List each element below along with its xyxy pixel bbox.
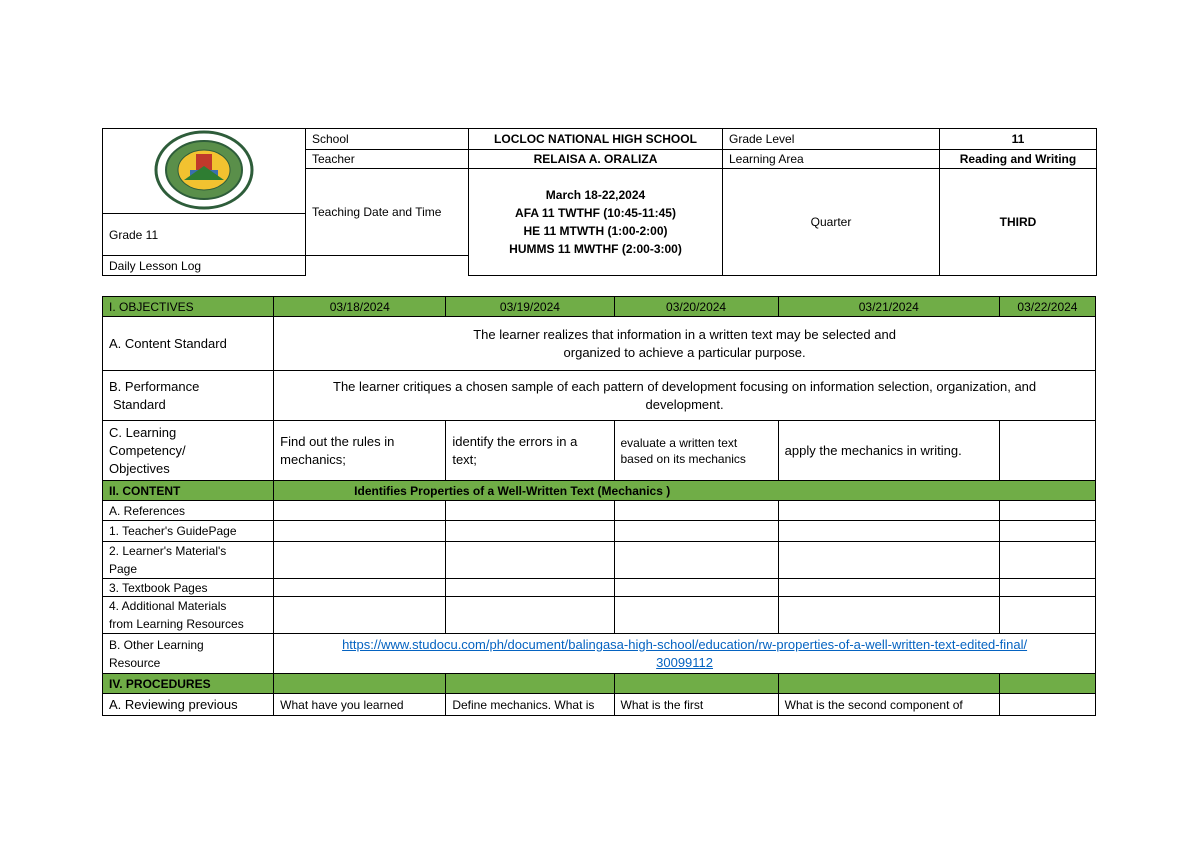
empty-cell bbox=[446, 521, 614, 542]
competency-label-line: Competency/ bbox=[109, 442, 186, 458]
other-resource-line: Resource bbox=[109, 655, 161, 670]
competency-line: based on its mechanics bbox=[620, 451, 746, 466]
other-resource-line: B. Other Learning bbox=[109, 637, 204, 652]
performance-standard-line: The learner critiques a chosen sample of each pattern of development focusing on information selection, organization, and bbox=[333, 378, 1037, 394]
reviewing-cell-5 bbox=[999, 694, 1095, 716]
header-table bbox=[102, 128, 1097, 276]
content-standard-text bbox=[274, 317, 1096, 371]
competency-label-line: Objectives bbox=[109, 460, 170, 476]
reviewing-cell-1: What have you learned bbox=[274, 694, 446, 716]
school-logo-cell bbox=[103, 129, 306, 214]
grade-cell: Grade 11 bbox=[103, 214, 306, 256]
empty-cell bbox=[778, 674, 999, 694]
empty-cell bbox=[614, 542, 778, 579]
date-column-2: 03/19/2024 bbox=[446, 297, 614, 317]
empty-cell bbox=[614, 579, 778, 597]
additional-materials-row bbox=[103, 597, 1096, 634]
date-column-1: 03/18/2024 bbox=[274, 297, 446, 317]
grade-level-label: Grade Level bbox=[723, 129, 940, 150]
empty-cell bbox=[778, 501, 999, 521]
performance-standard-row bbox=[103, 371, 1096, 421]
date-column-3: 03/20/2024 bbox=[614, 297, 778, 317]
procedures-row bbox=[103, 674, 1096, 694]
competency-cell-5 bbox=[999, 421, 1095, 481]
competency-cell-2 bbox=[446, 421, 614, 481]
empty-cell bbox=[778, 542, 999, 579]
competency-line: evaluate a written text bbox=[620, 435, 738, 450]
learning-area-value: Reading and Writing bbox=[940, 150, 1097, 169]
empty-cell bbox=[614, 674, 778, 694]
empty-cell bbox=[999, 579, 1095, 597]
resource-link[interactable]: https://www.studocu.com/ph/document/balingasa-high-school/education/rw-properties-of-a-well-written-text-edited-final/ bbox=[342, 636, 1028, 652]
other-resource-link-cell bbox=[274, 634, 1096, 674]
reviewing-label: A. Reviewing previous bbox=[103, 694, 274, 716]
additional-materials-line: 4. Additional Materials bbox=[109, 599, 227, 613]
reviewing-cell-3: What is the first bbox=[614, 694, 778, 716]
other-resource-row bbox=[103, 634, 1096, 674]
quarter-label: Quarter bbox=[723, 169, 940, 276]
quarter-value: THIRD bbox=[940, 169, 1097, 276]
empty-cell bbox=[274, 542, 446, 579]
date-line: HE 11 MTWTH (1:00-2:00) bbox=[523, 224, 668, 238]
empty-cell bbox=[778, 521, 999, 542]
teaching-date-label: Teaching Date and Time bbox=[306, 169, 469, 256]
competency-line: Find out the rules in bbox=[280, 433, 395, 449]
date-column-5: 03/22/2024 bbox=[999, 297, 1095, 317]
date-line: AFA 11 TWTHF (10:45-11:45) bbox=[515, 206, 676, 220]
competency-cell-3 bbox=[614, 421, 778, 481]
empty-cell bbox=[274, 521, 446, 542]
competency-label-line: C. Learning bbox=[109, 424, 177, 440]
empty-cell bbox=[446, 674, 614, 694]
teachers-guide-label: 1. Teacher's GuidePage bbox=[103, 521, 274, 542]
performance-standard-line: development. bbox=[645, 396, 724, 412]
teacher-value: RELAISA A. ORALIZA bbox=[469, 150, 723, 169]
learners-material-label bbox=[103, 542, 274, 579]
reviewing-cell-4: What is the second component of bbox=[778, 694, 999, 716]
teaching-date-value bbox=[469, 169, 723, 276]
reviewing-cell-2: Define mechanics. What is bbox=[446, 694, 614, 716]
objectives-header-row bbox=[103, 297, 1096, 317]
grade-level-value: 11 bbox=[940, 129, 1097, 150]
empty-cell bbox=[999, 521, 1095, 542]
school-seal-icon bbox=[154, 130, 254, 210]
objectives-label: I. OBJECTIVES bbox=[103, 297, 274, 317]
empty-cell bbox=[274, 579, 446, 597]
school-label: School bbox=[306, 129, 469, 150]
empty-cell bbox=[778, 597, 999, 634]
performance-standard-label-line: B. Performance bbox=[109, 378, 200, 394]
competency-line: mechanics; bbox=[280, 451, 346, 467]
lesson-log-table bbox=[102, 296, 1096, 716]
empty-cell bbox=[999, 542, 1095, 579]
empty-cell bbox=[614, 597, 778, 634]
empty-cell bbox=[446, 597, 614, 634]
learners-material-line: Page bbox=[109, 562, 138, 576]
reviewing-row bbox=[103, 694, 1096, 716]
content-label: II. CONTENT bbox=[103, 481, 274, 501]
empty-cell bbox=[446, 579, 614, 597]
empty-cell bbox=[614, 521, 778, 542]
resource-link-continued[interactable]: 30099112 bbox=[656, 654, 714, 670]
content-row bbox=[103, 481, 1096, 501]
empty-cell bbox=[446, 501, 614, 521]
content-standard-line: organized to achieve a particular purpose. bbox=[563, 344, 806, 360]
content-standard-row bbox=[103, 317, 1096, 371]
empty-cell bbox=[274, 501, 446, 521]
competency-label bbox=[103, 421, 274, 481]
empty-cell bbox=[274, 597, 446, 634]
performance-standard-label-line: Standard bbox=[113, 396, 166, 412]
empty-cell bbox=[999, 597, 1095, 634]
competency-line: text; bbox=[452, 451, 477, 467]
empty-cell bbox=[614, 501, 778, 521]
learners-material-line: 2. Learner's Material's bbox=[109, 544, 227, 558]
empty-cell bbox=[274, 674, 446, 694]
performance-standard-text bbox=[274, 371, 1096, 421]
additional-materials-label bbox=[103, 597, 274, 634]
other-resource-label bbox=[103, 634, 274, 674]
textbook-label: 3. Textbook Pages bbox=[103, 579, 274, 597]
empty-cell bbox=[999, 674, 1095, 694]
procedures-label: IV. PROCEDURES bbox=[103, 674, 274, 694]
content-value: Identifies Properties of a Well-Written Text (Mechanics ) bbox=[274, 481, 1096, 501]
empty-cell bbox=[446, 542, 614, 579]
learners-material-row bbox=[103, 542, 1096, 579]
empty-cell bbox=[778, 579, 999, 597]
learning-area-label: Learning Area bbox=[723, 150, 940, 169]
references-label: A. References bbox=[103, 501, 274, 521]
date-column-4: 03/21/2024 bbox=[778, 297, 999, 317]
empty-cell bbox=[999, 501, 1095, 521]
school-value: LOCLOC NATIONAL HIGH SCHOOL bbox=[469, 129, 723, 150]
teacher-label: Teacher bbox=[306, 150, 469, 169]
date-line: HUMMS 11 MWTHF (2:00-3:00) bbox=[509, 242, 682, 256]
daily-lesson-log-cell: Daily Lesson Log bbox=[103, 256, 306, 276]
content-standard-line: The learner realizes that information in a written text may be selected and bbox=[473, 326, 896, 342]
competency-cell-1 bbox=[274, 421, 446, 481]
competency-line: identify the errors in a bbox=[452, 433, 578, 449]
date-line: March 18-22,2024 bbox=[545, 188, 646, 202]
content-standard-label: A. Content Standard bbox=[103, 317, 274, 371]
competency-cell-4: apply the mechanics in writing. bbox=[778, 421, 999, 481]
textbook-row bbox=[103, 579, 1096, 597]
teachers-guide-row bbox=[103, 521, 1096, 542]
references-row bbox=[103, 501, 1096, 521]
additional-materials-line: from Learning Resources bbox=[109, 617, 244, 631]
performance-standard-label bbox=[103, 371, 274, 421]
competency-row bbox=[103, 421, 1096, 481]
